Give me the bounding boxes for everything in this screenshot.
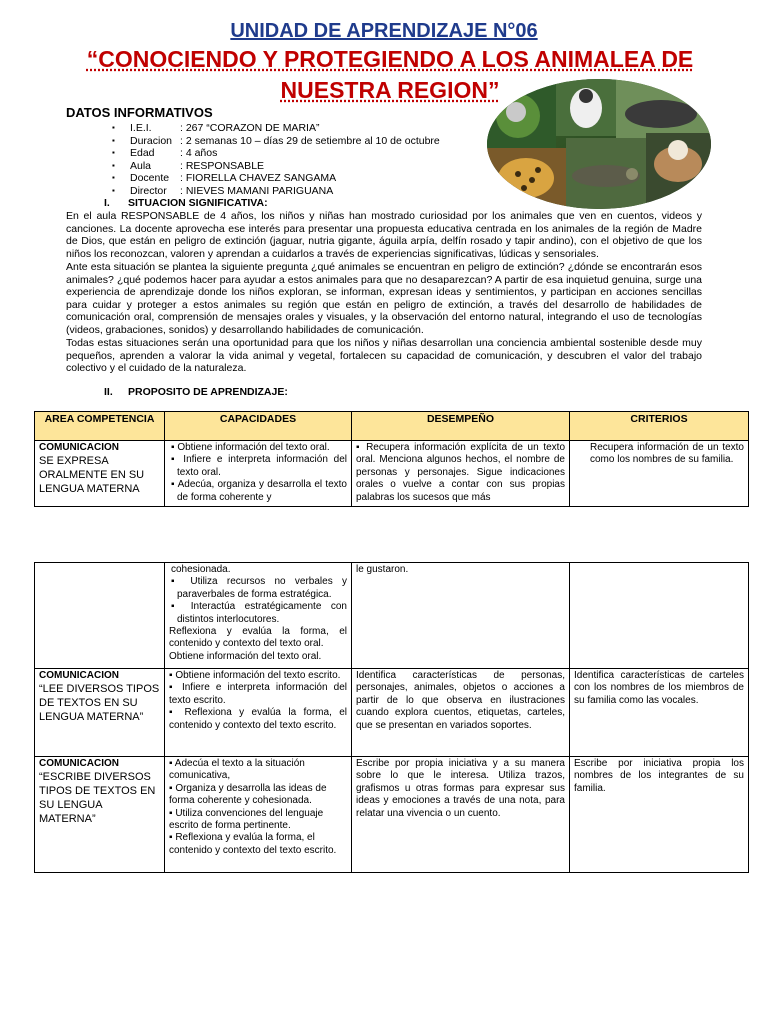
capacidad-item: cohesionada.: [171, 564, 231, 575]
unit-title: UNIDAD DE APRENDIZAJE N°06: [230, 20, 538, 42]
desempeno-cell: ▪ Recupera información explícita de un texto oral. Menciona algunos hechos, el nombre de personas y personajes. Sigue indicaciones orales o vuelve a contar con sus propias palabras los sucesos que más: [352, 441, 570, 507]
header-capacidades: CAPACIDADES: [165, 412, 352, 441]
proposito-table-page1: [34, 411, 749, 507]
area-cell: [35, 669, 165, 757]
header-desempeno: DESEMPEÑO: [352, 412, 570, 441]
capacidades-cell: [165, 441, 352, 507]
area-cell: [35, 757, 165, 873]
capacidades-cell: [165, 757, 352, 873]
datos-value: : NIEVES MAMANI PARIGUANA: [180, 184, 334, 197]
datos-list: [112, 122, 440, 198]
datos-row: [112, 185, 440, 198]
area-title: COMUNICACION: [39, 442, 119, 453]
capacidad-item: Obtiene información del texto oral.: [169, 650, 322, 662]
criterio-cell: [570, 563, 749, 669]
header-area: AREA COMPETENCIA: [35, 412, 165, 441]
bullet-icon: ▪: [112, 160, 115, 170]
desempeno-cell: Escribe por propia iniciativa y a su manera sobre lo que le interesa. Utiliza trazos, grafismos u otras formas para expresar sus ideas y emociones a través de una nota, para relatar una vivencia o un cuento.: [352, 757, 570, 873]
datos-row: [112, 135, 440, 148]
area-cell: [35, 441, 165, 507]
animals-collage-image: [486, 78, 712, 210]
datos-label: Aula: [130, 159, 152, 172]
section-title: PROPOSITO DE APRENDIZAJE:: [128, 386, 288, 398]
datos-label: Duracion: [130, 134, 173, 147]
datos-row: [112, 172, 440, 185]
capacidad-item: Reflexiona y evalúa la forma, el contenido y contexto del texto oral.: [169, 626, 347, 650]
desempeno-cell: Identifica características de personas, personajes, animales, objetos o acciones a partir de lo que observa en ilustraciones cuando explora cuentos, etiquetas, carteles, que se presentan en variados soportes.: [352, 669, 570, 757]
desempeno-cell: le gustaron.: [352, 563, 570, 669]
section-number: I.: [104, 197, 110, 209]
situacion-heading: [104, 197, 268, 209]
situacion-paragraph-3: Todas estas situaciones serán una oportunidad para que los niños y niñas desarrollan una conciencia ambiental sostenible desde muy pequeños, aprenden a valorar la vida animal y vegetal, fortalecen su capacidad de comunicación, y descubren el valor del trabajo colectivo y el cuidado de la naturaleza.: [66, 337, 702, 375]
header-criterios: CRITERIOS: [570, 412, 749, 441]
bullet-icon: ▪: [112, 135, 115, 145]
bullet-icon: ▪: [112, 185, 115, 195]
capacidad-item: ▪ Organiza y desarrolla las ideas de forma coherente y cohesionada.: [169, 782, 327, 807]
bullet-icon: ▪: [112, 123, 115, 132]
capacidades-cell: [165, 669, 352, 757]
main-title: “CONOCIENDO Y PROTEGIENDO A LOS ANIMALEA DE NUESTRA REGION”: [86, 46, 694, 103]
capacidad-item: ▪ Adecúa, organiza y desarrolla el texto de forma coherente y: [171, 479, 347, 503]
criterio-cell: Identifica características de carteles con los nombres de los miembros de su familia como las vocales.: [570, 669, 749, 757]
competencia-text: “LEE DIVERSOS TIPOS DE TEXTOS EN SU LENGUA MATERNA”: [39, 683, 160, 724]
datos-row: [112, 160, 440, 173]
capacidad-item: ▪ Utiliza recursos no verbales y paraverbales de forma estratégica.: [171, 576, 347, 600]
area-title: COMUNICACION: [39, 670, 119, 681]
situacion-paragraph-2: Ante esta situación se plantea la siguiente pregunta ¿qué animales se encuentran en peligro de extinción? ¿dónde se encontrarán esos animales? ¿qué podemos hacer para ayudar a estos animales para que no desaparezcan? A partir de esa inquietud genuina, surge una experiencia de aprendizaje donde los niños exploran, se informan, expresan ideas y sentimientos, y participan en acciones sencillas para cuidar y proteger a estos animales su región que están en peligro de extinción, a través del desarrollo de habilidades de comunicación oral, comprensión de mensajes orales y visuales, y la observación del entorno natural, integrando el uso de tecnologías (videos, grabaciones, sonidos) y desarrollando habilidades de comunicación.: [66, 261, 702, 336]
datos-row: [112, 122, 440, 135]
section-number: II.: [104, 386, 113, 398]
datos-value: : FIORELLA CHAVEZ SANGAMA: [180, 172, 337, 185]
capacidad-item: ▪ Infiere e interpreta información del texto oral.: [171, 454, 347, 478]
capacidad-item: ▪ Interactúa estratégicamente con distintos interlocutores.: [171, 601, 347, 625]
capacidad-item: ▪ Adecúa el texto a la situación comunicativa,: [169, 758, 305, 782]
datos-row: [112, 147, 440, 160]
capacidad-item: ▪ Obtiene información del texto oral.: [171, 442, 330, 453]
criterio-cell: Recupera información de un texto como los nombres de su familia.: [570, 441, 749, 507]
criterio-cell: Escribe por iniciativa propia los nombres de los integrantes de su familia.: [570, 757, 749, 873]
proposito-heading: [104, 386, 288, 398]
datos-heading: DATOS INFORMATIVOS: [66, 105, 213, 120]
competencia-text: “ESCRIBE DIVERSOS TIPOS DE TEXTOS EN SU LENGUA MATERNA”: [39, 771, 156, 826]
area-cell: [35, 563, 165, 669]
datos-label: I.E.I.: [130, 122, 152, 134]
datos-label: Edad: [130, 147, 155, 160]
capacidad-item: ▪ Reflexiona y evalúa la forma, el contenido y contexto del texto escrito.: [169, 832, 337, 856]
datos-value: : 267 “CORAZON DE MARIA”: [180, 122, 320, 134]
datos-value: : 4 años: [180, 147, 218, 160]
proposito-table-page2: [34, 562, 749, 873]
datos-value: : 2 semanas 10 – días 29 de setiembre al 10 de octubre: [180, 134, 440, 147]
area-title: COMUNICACION: [39, 758, 119, 769]
capacidad-item: ▪ Infiere e interpreta información del texto escrito.: [169, 682, 347, 706]
datos-label: Director: [130, 184, 167, 197]
section-title: SITUACION SIGNIFICATIVA:: [128, 197, 268, 209]
situacion-paragraph-1: En el aula RESPONSABLE de 4 años, los niños y niñas han mostrado curiosidad por los animales que ven en cuentos, videos y canciones. La docente aprovecha ese interés para presentar una propuesta educativa centrada en los animales de la región de Madre de Dios, que están en peligro de extinción (jaguar, nutria gigante, águila arpía, delfín rosado y tapir andino), con el objetivo de que los niños los reconozcan, valoren y aprendan a cuidarlos a través de experiencias significativas, lúdicas y sensoriales.: [66, 210, 702, 260]
capacidad-item: ▪ Reflexiona y evalúa la forma, el contenido y contexto del texto escrito.: [169, 707, 347, 731]
datos-label: Docente: [130, 172, 170, 185]
capacidades-cell: [165, 563, 352, 669]
capacidad-item: ▪ Obtiene información del texto escrito.: [169, 670, 341, 681]
bullet-icon: ▪: [112, 148, 115, 158]
capacidad-item: ▪ Utiliza convenciones del lenguaje escrito de forma pertinente.: [169, 807, 324, 832]
bullet-icon: ▪: [112, 173, 115, 183]
competencia-text: SE EXPRESA ORALMENTE EN SU LENGUA MATERNA: [39, 455, 145, 496]
datos-value: : RESPONSABLE: [180, 159, 265, 172]
